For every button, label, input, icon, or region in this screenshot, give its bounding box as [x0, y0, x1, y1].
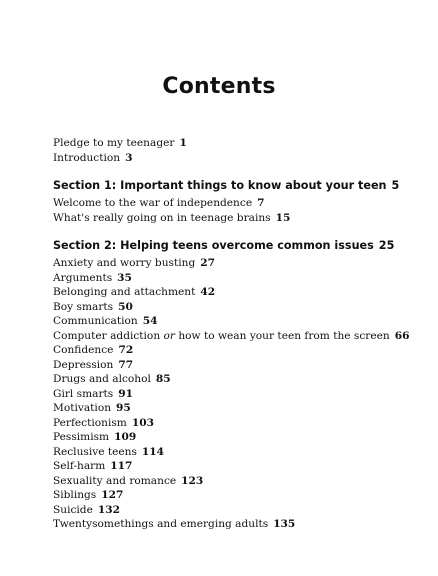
toc-entry — [53, 503, 393, 518]
section-heading-label: Section 1: Important things to know about your teen — [53, 179, 387, 192]
toc-entry-page: 95 — [116, 402, 131, 414]
toc-entry — [53, 343, 393, 358]
toc-entry-page: 27 — [200, 257, 215, 269]
toc-entry-label: Confidence — [53, 344, 114, 356]
toc-entry-label: Pledge to my teenager — [53, 137, 175, 149]
toc-entry — [53, 211, 393, 226]
toc-entry-page: 15 — [275, 211, 291, 224]
toc-entry-label: Belonging and attachment — [53, 286, 196, 298]
toc-entry-page: 85 — [155, 373, 171, 385]
toc-entry — [53, 416, 393, 431]
toc-entry-label: Suicide — [53, 503, 93, 516]
toc-entry-page: 109 — [114, 431, 137, 443]
toc-entry — [53, 329, 410, 344]
toc-entry — [53, 445, 393, 460]
toc-entry — [53, 136, 393, 151]
toc-entry-page: 66 — [394, 329, 410, 342]
toc-entry-label-part: how to wean your teen from the screen — [174, 329, 390, 342]
toc-entry-page: 117 — [110, 460, 133, 472]
toc-entry-label: Depression — [53, 358, 114, 371]
toc-entry-label: Boy smarts — [53, 300, 114, 313]
toc-entry-page: 3 — [125, 151, 133, 164]
toc-entry-label: Drugs and alcohol — [53, 373, 151, 385]
toc-entry — [53, 474, 393, 489]
toc-entry-label: Sexuality and romance — [53, 474, 177, 487]
toc-entry-page: 1 — [179, 137, 187, 149]
toc-entry-label: Motivation — [53, 402, 112, 414]
section-heading-page: 25 — [378, 239, 395, 252]
toc-entry-page: 103 — [131, 416, 154, 429]
toc-entry — [53, 459, 393, 474]
section-heading-page: 5 — [391, 179, 400, 192]
toc-entry-page: 72 — [118, 344, 134, 356]
toc-entry-label: Twentysomethings and emerging adults — [53, 518, 269, 530]
toc-entry-page: 127 — [101, 489, 124, 501]
toc-entry-label: Pessimism — [53, 431, 110, 443]
toc-entry-label-italic: or — [163, 329, 175, 342]
toc-entry-label: Self-harm — [53, 460, 106, 472]
toc-entry — [53, 300, 393, 315]
toc-entry-page: 54 — [142, 315, 158, 327]
toc-entry — [53, 314, 393, 329]
toc-entry — [53, 387, 393, 402]
toc-entry — [53, 256, 393, 271]
toc-entry — [53, 401, 393, 416]
table-of-contents — [53, 136, 410, 532]
toc-entry — [53, 358, 393, 373]
toc-entry-label: Perfectionism — [53, 416, 127, 429]
spacer — [53, 225, 393, 238]
toc-entry-page: 114 — [141, 445, 165, 458]
toc-entry — [53, 372, 393, 387]
toc-entry-label: Siblings — [53, 489, 97, 501]
toc-entry — [53, 271, 393, 286]
toc-entry — [53, 151, 393, 166]
toc-entry-label: Communication — [53, 315, 138, 327]
page-title: Contents — [162, 74, 276, 99]
toc-entry — [53, 196, 393, 211]
toc-entry-label: Girl smarts — [53, 387, 114, 400]
spacer — [53, 165, 393, 178]
toc-entry-page: 77 — [118, 358, 134, 371]
toc-entry-label: Anxiety and worry busting — [53, 257, 196, 269]
toc-entry-label: Arguments — [53, 271, 113, 284]
section-heading — [53, 238, 393, 253]
toc-entry-label: Welcome to the war of independence — [53, 197, 253, 209]
toc-entry-page: 132 — [97, 503, 120, 516]
toc-entry-page: 50 — [118, 300, 133, 313]
toc-entry-label-part: Computer addiction — [53, 329, 164, 342]
section-heading — [53, 178, 400, 193]
toc-entry-label: Reclusive teens — [53, 445, 137, 458]
toc-entry — [53, 517, 393, 532]
toc-entry-label: What's really going on in teenage brains — [53, 211, 271, 224]
toc-entry — [53, 430, 393, 445]
toc-entry-page: 7 — [257, 197, 265, 209]
toc-entry-label: Introduction — [53, 151, 121, 164]
toc-entry-page: 123 — [181, 474, 204, 487]
toc-entry-page: 135 — [273, 518, 296, 530]
toc-entry-page: 42 — [200, 286, 216, 298]
toc-entry — [53, 285, 393, 300]
toc-entry — [53, 488, 393, 503]
toc-entry-page: 91 — [118, 387, 133, 400]
toc-entry-page: 35 — [117, 271, 132, 284]
section-heading-label: Section 2: Helping teens overcome common issues — [53, 239, 374, 252]
